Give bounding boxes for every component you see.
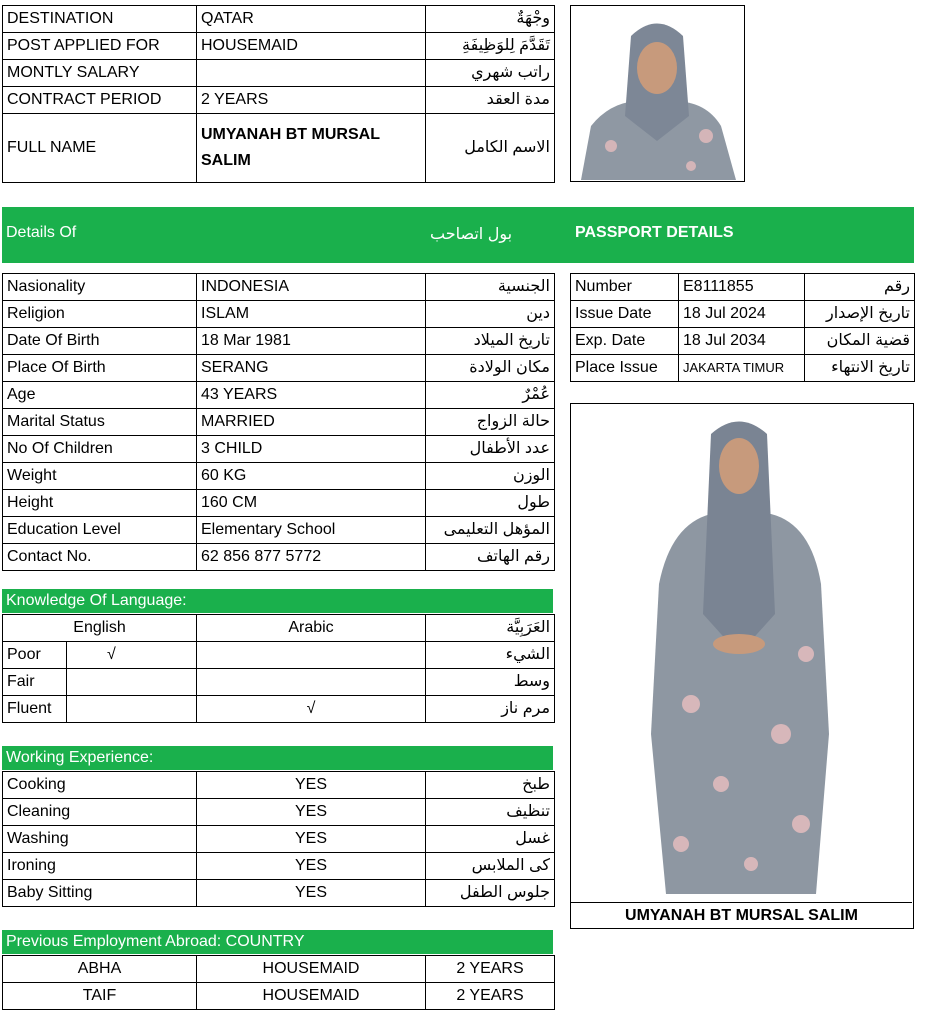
place-issue-label: Place Issue xyxy=(571,355,679,382)
col-english: English xyxy=(3,615,197,642)
col-arabic: Arabic xyxy=(197,615,426,642)
table-row xyxy=(3,382,555,409)
table-row xyxy=(3,328,555,355)
employment-position: HOUSEMAID xyxy=(197,956,426,983)
lang-level-ar: الشيء xyxy=(426,642,555,669)
row-ar: طول xyxy=(426,490,555,517)
row-value: ISLAM xyxy=(197,301,426,328)
row-value: SERANG xyxy=(197,355,426,382)
row-ar: الجنسية xyxy=(426,274,555,301)
row-value: 60 KG xyxy=(197,463,426,490)
employment-position: HOUSEMAID xyxy=(197,983,426,1010)
table-row xyxy=(3,772,555,799)
row-ar: الوزن xyxy=(426,463,555,490)
table-row xyxy=(3,826,555,853)
full-body-image xyxy=(571,404,912,902)
row-value: Elementary School xyxy=(197,517,426,544)
contract-label: CONTRACT PERIOD xyxy=(3,87,197,114)
passport-number-label: Number xyxy=(571,274,679,301)
table-row xyxy=(571,328,915,355)
row-ar: جلوس الطفل xyxy=(426,880,555,907)
row-label: Nasionality xyxy=(3,274,197,301)
table-row xyxy=(3,60,555,87)
row-label: Ironing xyxy=(3,853,197,880)
salary-value xyxy=(197,60,426,87)
table-row xyxy=(3,33,555,60)
table-row xyxy=(3,274,555,301)
row-label: Religion xyxy=(3,301,197,328)
table-row xyxy=(3,544,555,571)
contract-ar: مدة العقد xyxy=(426,87,555,114)
table-row xyxy=(3,853,555,880)
personal-details-table xyxy=(2,273,555,571)
portrait-image xyxy=(571,6,743,180)
row-value: 18 Mar 1981 xyxy=(197,328,426,355)
table-row xyxy=(3,463,555,490)
row-value: 3 CHILD xyxy=(197,436,426,463)
full-body-photo xyxy=(570,403,914,929)
post-label: POST APPLIED FOR xyxy=(3,33,197,60)
experience-title-bar xyxy=(2,746,553,770)
details-of-label: Details Of xyxy=(6,224,77,241)
salary-label: MONTLY SALARY xyxy=(3,60,197,87)
table-row xyxy=(3,615,555,642)
row-ar: المؤهل التعليمى xyxy=(426,517,555,544)
details-of-ar: بول اتصاحب xyxy=(430,226,513,243)
row-value: 62 856 877 5772 xyxy=(197,544,426,571)
row-ar: تنظيف xyxy=(426,799,555,826)
language-title-bar xyxy=(2,589,553,613)
row-label: Height xyxy=(3,490,197,517)
lang-arabic-mark: √ xyxy=(197,696,426,723)
issue-date-label: Issue Date xyxy=(571,301,679,328)
passport-table xyxy=(570,273,915,382)
employment-period: 2 YEARS xyxy=(426,956,555,983)
destination-value: QATAR xyxy=(197,6,426,33)
details-bar xyxy=(2,207,914,263)
issue-date-ar: تاريخ الإصدار xyxy=(805,301,915,328)
photo-caption: UMYANAH BT MURSAL SALIM xyxy=(571,902,912,929)
employment-title-bar xyxy=(2,930,553,954)
row-ar: رقم الهاتف xyxy=(426,544,555,571)
table-row xyxy=(3,799,555,826)
table-row xyxy=(571,301,915,328)
row-label: Education Level xyxy=(3,517,197,544)
row-ar: کی الملابس xyxy=(426,853,555,880)
table-row xyxy=(3,436,555,463)
lang-level-ar: مرم ناز xyxy=(426,696,555,723)
row-ar: مكان الولادة xyxy=(426,355,555,382)
exp-date-value: 18 Jul 2034 xyxy=(679,328,805,355)
table-row xyxy=(3,956,555,983)
row-ar: طبخ xyxy=(426,772,555,799)
row-label: Cooking xyxy=(3,772,197,799)
row-label: Age xyxy=(3,382,197,409)
row-value: 43 YEARS xyxy=(197,382,426,409)
table-row xyxy=(571,274,915,301)
issue-date-value: 18 Jul 2024 xyxy=(679,301,805,328)
place-issue-ar: تاريخ الانتهاء xyxy=(805,355,915,382)
row-label: Washing xyxy=(3,826,197,853)
row-value: MARRIED xyxy=(197,409,426,436)
row-label: Marital Status xyxy=(3,409,197,436)
destination-label: DESTINATION xyxy=(3,6,197,33)
lang-english-mark xyxy=(67,696,197,723)
table-row xyxy=(3,114,555,183)
lang-level-label: Fluent xyxy=(3,696,67,723)
table-row xyxy=(3,355,555,382)
table-row xyxy=(3,87,555,114)
row-value: YES xyxy=(197,799,426,826)
salary-ar: راتب شهري xyxy=(426,60,555,87)
language-table xyxy=(2,614,555,723)
passport-details-title: PASSPORT DETAILS xyxy=(575,224,734,241)
row-value: 160 CM xyxy=(197,490,426,517)
employment-country: TAIF xyxy=(3,983,197,1010)
row-value: INDONESIA xyxy=(197,274,426,301)
exp-date-label: Exp. Date xyxy=(571,328,679,355)
table-row xyxy=(3,409,555,436)
lang-english-mark xyxy=(67,669,197,696)
table-row xyxy=(3,696,555,723)
row-ar: حالة الزواج xyxy=(426,409,555,436)
table-row xyxy=(3,669,555,696)
row-ar: تاريخ الميلاد xyxy=(426,328,555,355)
row-ar: عدد الأطفال xyxy=(426,436,555,463)
col-arabic-ar: العَرَبِيَّة xyxy=(426,615,555,642)
exp-date-ar: قضية المكان xyxy=(805,328,915,355)
portrait-photo xyxy=(570,5,745,182)
header-table xyxy=(2,5,555,183)
row-ar: غسل xyxy=(426,826,555,853)
place-issue-value: JAKARTA TIMUR xyxy=(679,355,805,382)
row-value: YES xyxy=(197,826,426,853)
table-row xyxy=(3,6,555,33)
post-value: HOUSEMAID xyxy=(197,33,426,60)
table-row xyxy=(3,517,555,544)
lang-english-mark: √ xyxy=(67,642,197,669)
destination-ar: وجْهَةٌ xyxy=(426,6,555,33)
row-label: No Of Children xyxy=(3,436,197,463)
row-value: YES xyxy=(197,853,426,880)
employment-country: ABHA xyxy=(3,956,197,983)
experience-table xyxy=(2,771,555,907)
employment-title: Previous Employment Abroad: COUNTRY xyxy=(6,933,305,950)
fullname-ar: الاسم الكامل xyxy=(426,114,555,183)
table-row xyxy=(571,355,915,382)
post-ar: تَقَدَّمَ لِلوَظِيفَةِ xyxy=(426,33,555,60)
row-label: Date Of Birth xyxy=(3,328,197,355)
row-label: Cleaning xyxy=(3,799,197,826)
language-title: Knowledge Of Language: xyxy=(6,592,187,609)
table-row xyxy=(3,642,555,669)
passport-number-ar: رقم xyxy=(805,274,915,301)
row-label: Place Of Birth xyxy=(3,355,197,382)
row-ar: عُمْرٌ xyxy=(426,382,555,409)
lang-arabic-mark xyxy=(197,669,426,696)
row-label: Contact No. xyxy=(3,544,197,571)
table-row xyxy=(3,490,555,517)
fullname-value: UMYANAH BT MURSAL SALIM xyxy=(197,114,426,183)
lang-level-label: Fair xyxy=(3,669,67,696)
employment-table xyxy=(2,955,555,1010)
passport-number-value: E8111855 xyxy=(679,274,805,301)
lang-arabic-mark xyxy=(197,642,426,669)
row-value: YES xyxy=(197,772,426,799)
row-ar: دين xyxy=(426,301,555,328)
table-row xyxy=(3,880,555,907)
row-value: YES xyxy=(197,880,426,907)
table-row xyxy=(3,983,555,1010)
experience-title: Working Experience: xyxy=(6,749,154,766)
row-label: Baby Sitting xyxy=(3,880,197,907)
lang-level-ar: وسط xyxy=(426,669,555,696)
fullname-label: FULL NAME xyxy=(3,114,197,183)
row-label: Weight xyxy=(3,463,197,490)
table-row xyxy=(3,301,555,328)
employment-period: 2 YEARS xyxy=(426,983,555,1010)
lang-level-label: Poor xyxy=(3,642,67,669)
contract-value: 2 YEARS xyxy=(197,87,426,114)
